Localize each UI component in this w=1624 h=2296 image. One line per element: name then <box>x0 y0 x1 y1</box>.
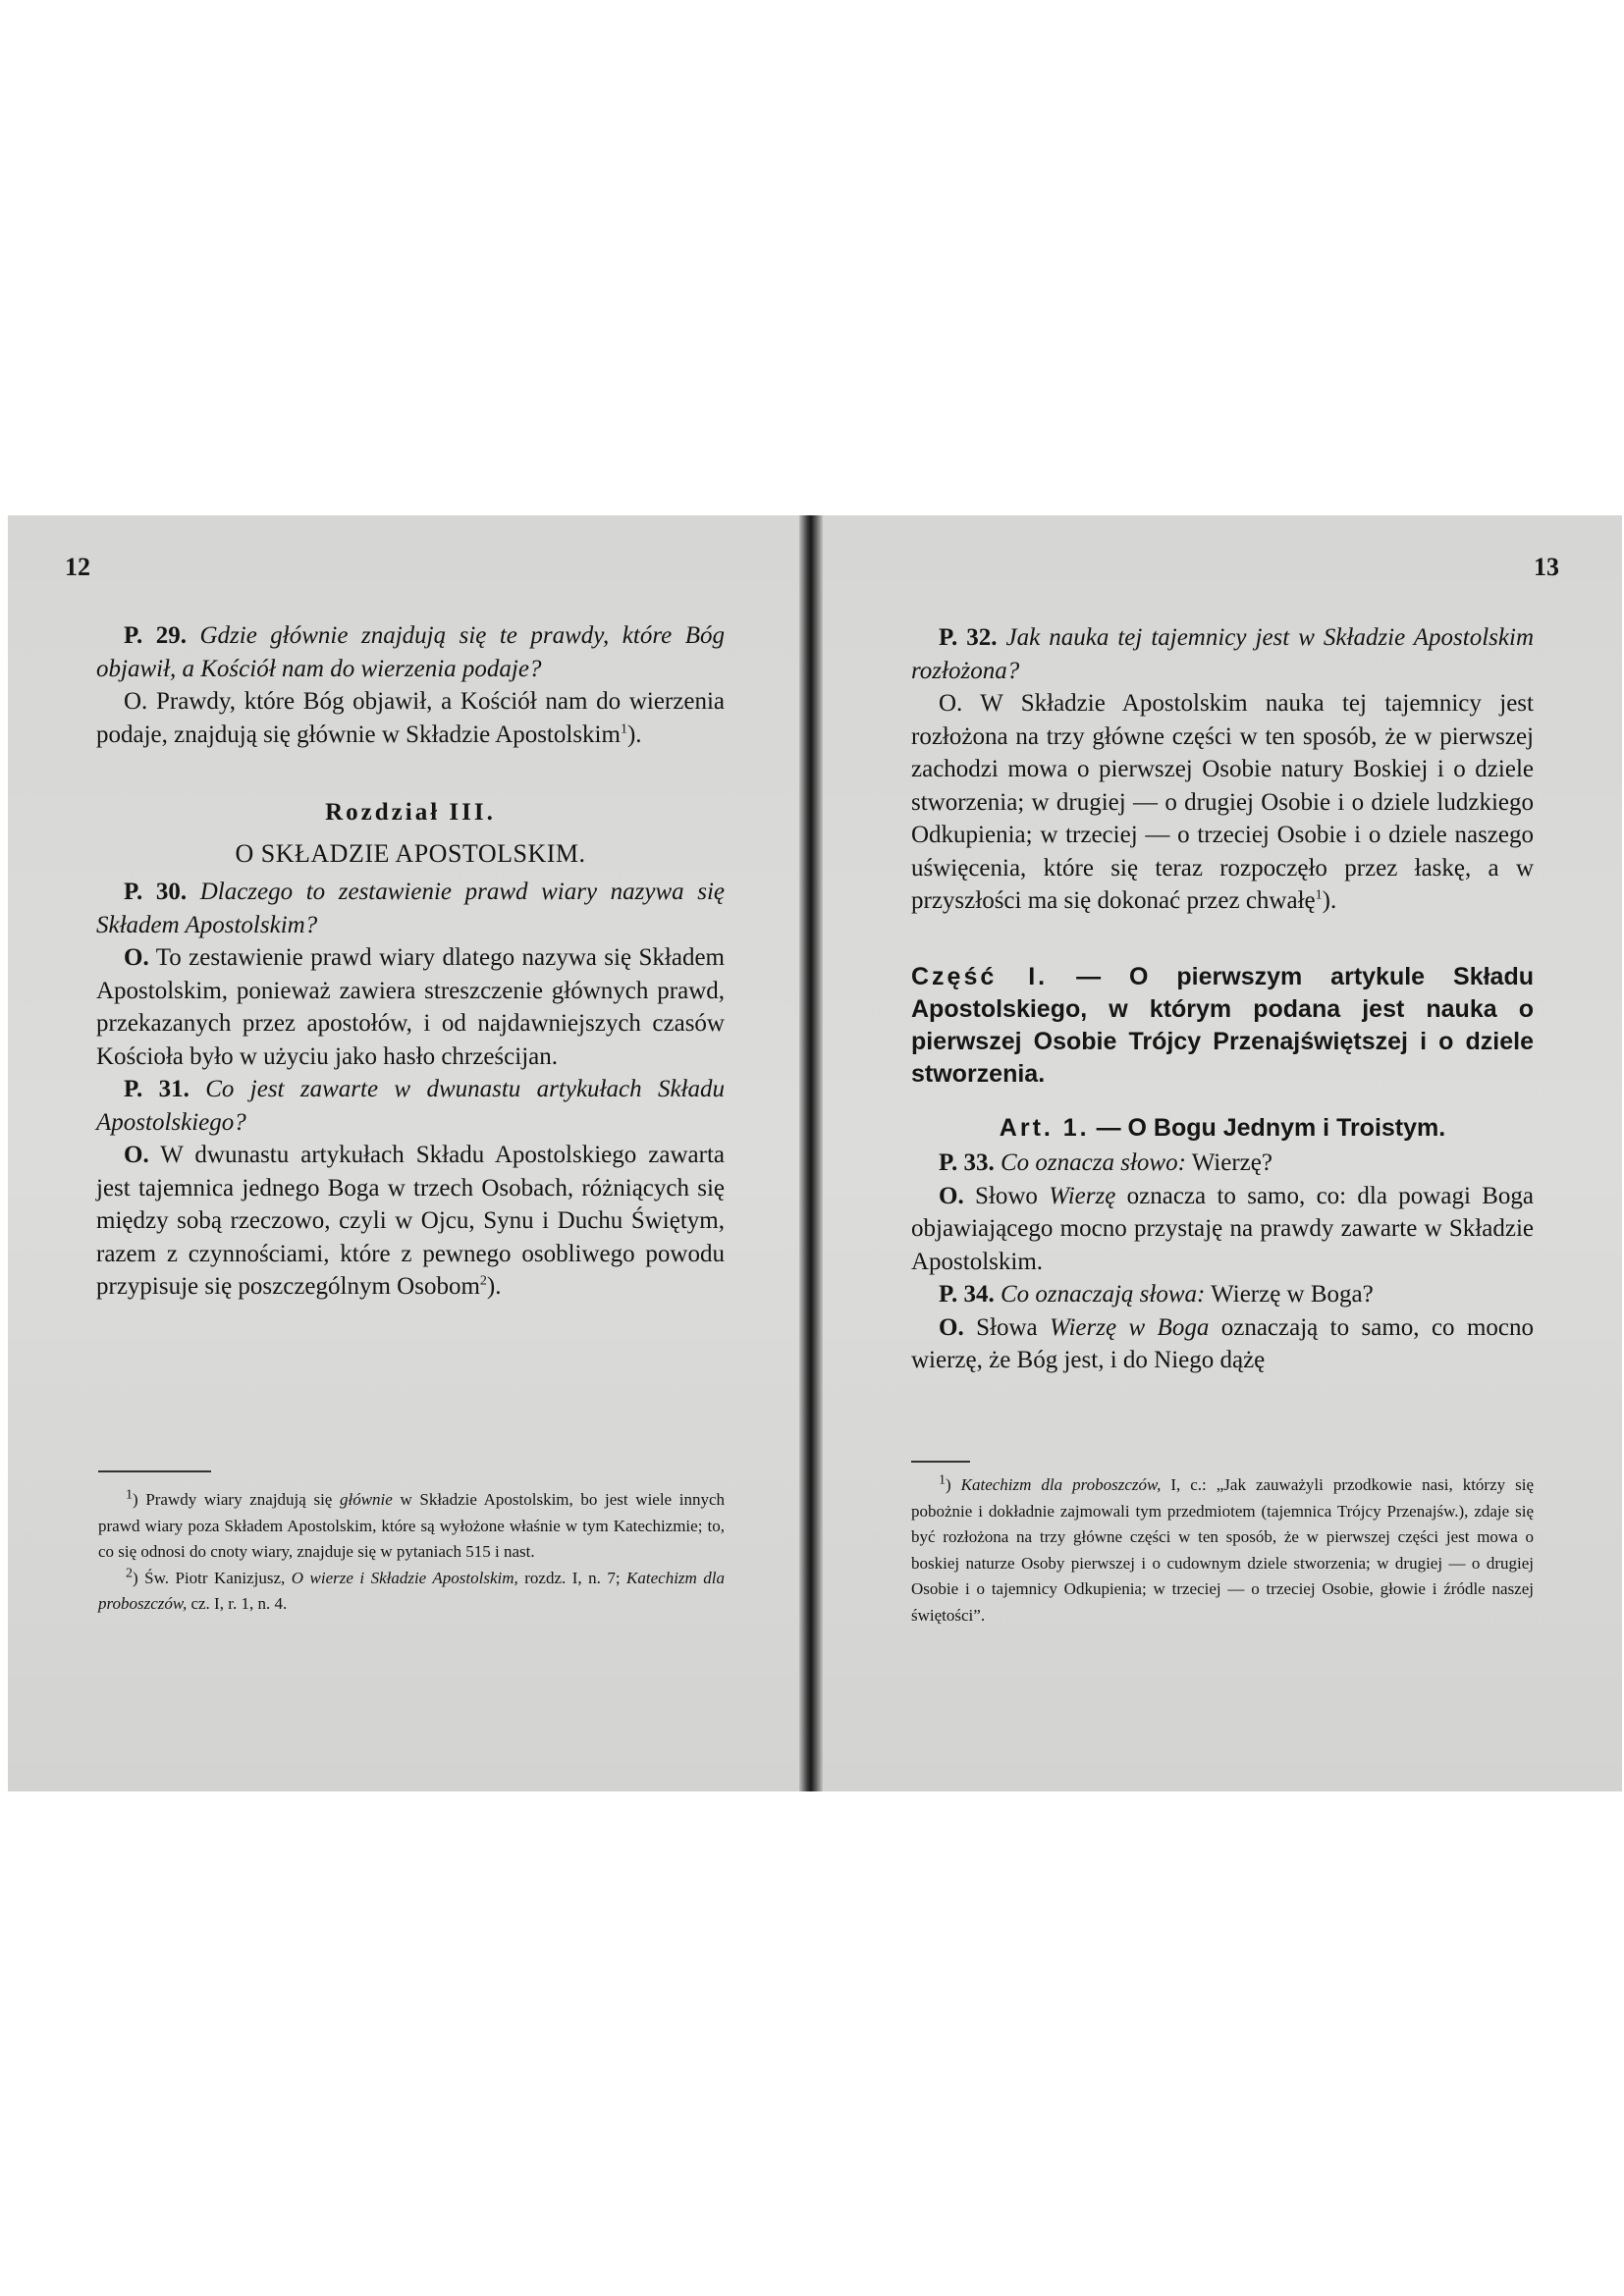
answer-30: O. To zestawienie prawd wiary dlatego nazywa się Składem Apostolskim, ponieważ zawiera streszczenie głównych prawd, przekazanych przez apostołów, i od najdawniejszych czasów Kościoła było w użyciu jako hasło chrześcijan. <box>96 944 725 1070</box>
footnote-rule-right <box>911 1461 970 1463</box>
answer-33: O. Słowo Wierzę oznacza to samo, co: dla powagi Boga objawiającego mocno przystaję na prawdy zawarte w Składzie Apostolskim. <box>911 1182 1534 1275</box>
question-31: P. 31. Co jest zawarte w dwunastu artykułach Składu Apostolskiego? <box>96 1076 726 1136</box>
question-33: P. 33. Co oznacza słowo: Wierzę? <box>939 1149 1272 1176</box>
right-page <box>811 515 1622 1791</box>
footnote-rule <box>98 1470 211 1472</box>
right-footnotes <box>911 1472 1534 1629</box>
question-32: P. 32. Jak nauka tej tajemnicy jest w Składzie Apostolskim rozłożona? <box>911 624 1535 684</box>
left-footnotes <box>98 1487 725 1618</box>
page-number-right: 13 <box>1534 553 1559 581</box>
part-heading: Część I. — O pierwszym artykule Składu Apostolskiego, w którym podana jest nauka o pierwszej Osobie Trójcy Przenajświętszej i o dziele stworzenia. <box>911 962 1534 1088</box>
book-scan <box>8 515 1622 1791</box>
left-page <box>8 515 805 1791</box>
footnote-1: $^1$) Prawdy wiary znajdują się głównie w Składzie Apostolskim, bo jest wiele innych prawd wiary poza Składem Apostolskim, które są wyłożone właśnie w tym Katechizmie; to, co się odnosi do cnoty wiary, znajduje się w pytaniach 515 i nast. <box>98 1487 726 1561</box>
left-page-body <box>96 619 725 1304</box>
article-heading: Art. 1. — O Bogu Jednym i Troistym. <box>999 1113 1446 1142</box>
question-30: P. 30. Dlaczego to zestawienie prawd wiary nazywa się Składem Apostolskim? <box>96 879 726 938</box>
chapter-heading: Rozdział III. <box>325 799 496 826</box>
answer-32: O. W Składzie Apostolskim nauka tej tajemnicy jest rozłożona na trzy główne części w ten sposób, że w pierwszej zachodzi mowa o pierwszej Osobie natury Boskiej i o dziele stworzenia; w drugiej — o drugiej Osobie i o dziele ludzkiego Odkupienia; w trzeciej — o trzeciej Osobie i o dziele naszego uświęcenia, które się teraz rozpoczęło przez łaskę, a w przyszłości ma się dokonać przez chwałę$^1$). <box>911 690 1534 914</box>
answer-31: O. W dwunastu artykułach Składu Apostolskiego zawarta jest tajemnica jednego Boga w trzech Osobach, różniących się między sobą rzeczowo, czyli w Ojcu, Synu i Duchu Świętym, razem z czynnościami, które z pewnego osobliwego powodu przypisuje się poszczególnym Osobom$^2$). <box>96 1142 725 1300</box>
chapter-title: O SKŁADZIE APOSTOLSKIM. <box>235 838 586 868</box>
footnote-1-right: $^1$) Katechizm dla proboszczów, I, c.: „Jak zauważyli przodkowie nasi, którzy się pobożnie i dokładnie zajmowali tym przedmiotem (tajemnica Trójcy Przenajśw.), zdaje się być rozłożona na trzy główne części w ten sposób, że w pierwszej części jest mowa o boskiej naturze Osoby pierwszej i o cudownym dziele stworzenia; w drugiej — o drugiej Osobie i o tajemnicy Odkupienia; w trzeciej — o trzeciej Osobie, głowie i źródle naszej świętości”. <box>911 1472 1535 1625</box>
question-34: P. 34. Co oznaczają słowa: Wierzę w Boga? <box>939 1281 1374 1308</box>
footnote-2: $^2$) Św. Piotr Kanizjusz, O wierze i Składzie Apostolskim, rozdz. I, n. 7; Katechizm dla proboszczów, cz. I, r. 1, n. 4. <box>98 1565 726 1613</box>
question-29: P. 29. Gdzie głównie znajdują się te prawdy, które Bóg objawił, a Kościół nam do wierzenia podaje? <box>96 622 725 682</box>
page-number-left: 12 <box>65 553 90 581</box>
right-page-body <box>911 621 1534 1377</box>
answer-34: O. Słowa Wierzę w Boga oznaczają to samo, co mocno wierzę, że Bóg jest, i do Niego dążę <box>911 1313 1534 1373</box>
book-gutter <box>799 515 823 1791</box>
answer-29: O. Prawdy, które Bóg objawił, a Kościół nam do wierzenia podaje, znajdują się głównie w Składzie Apostolskim$^1$). <box>96 688 725 748</box>
